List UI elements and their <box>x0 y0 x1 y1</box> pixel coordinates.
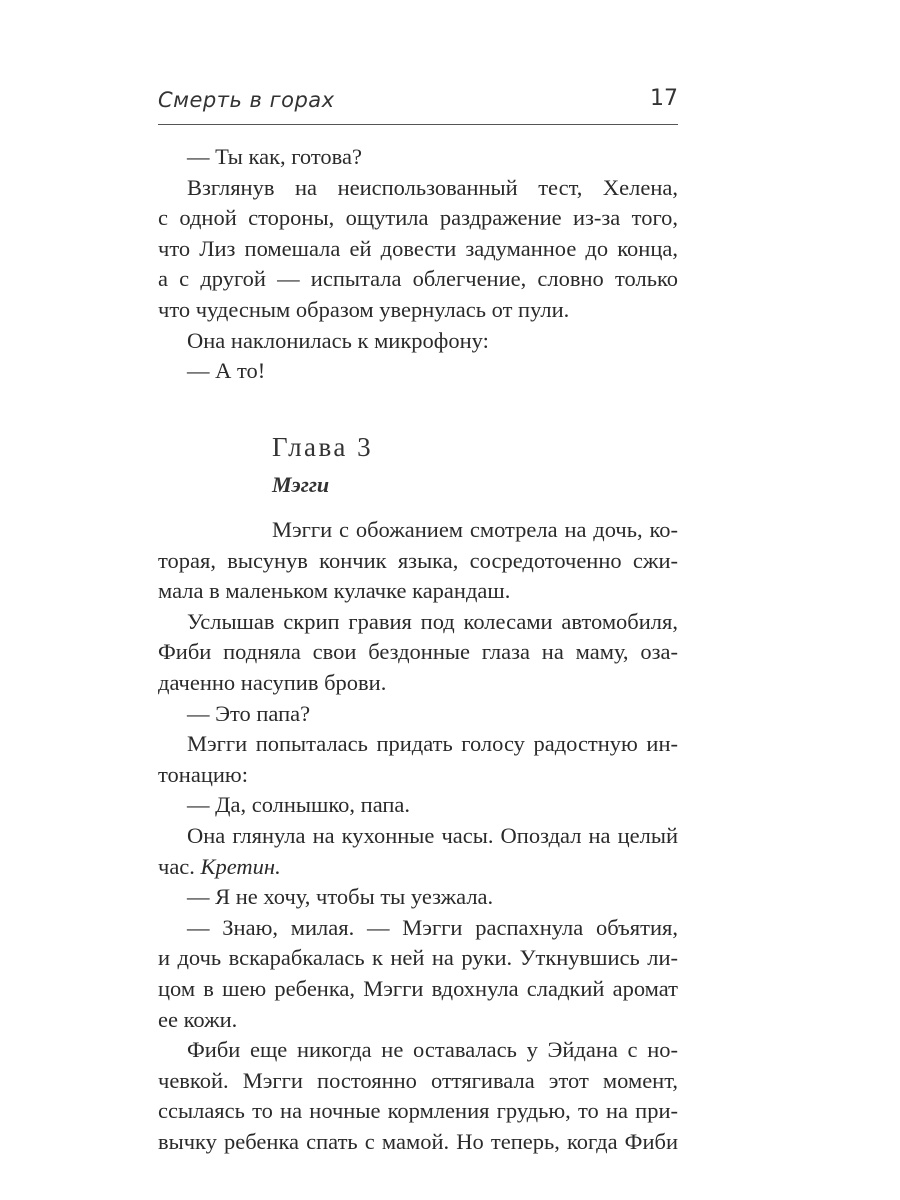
text-line <box>158 173 678 204</box>
text-line <box>158 913 678 944</box>
text-line <box>158 546 678 577</box>
text-line <box>158 1035 678 1066</box>
line-text: — Я не хочу, чтобы ты уезжала. <box>187 884 494 910</box>
text-line <box>158 203 678 234</box>
line-text: ее кожи. <box>158 1006 238 1032</box>
text-line <box>158 882 678 913</box>
line-text: мала в маленьком кулачке карандаш. <box>158 578 511 604</box>
text-line <box>158 760 678 791</box>
line-text: чевкой. Мэгги постоянно оттягивала этот момент, <box>158 1067 678 1093</box>
line-text: Она наклонилась к микрофону: <box>187 327 489 353</box>
chapter-title: Глава 3 <box>272 432 374 462</box>
text-line <box>158 142 678 173</box>
text-line <box>158 295 678 326</box>
line-text: Мэгги с обожанием смотрела на дочь, ко- <box>272 517 678 542</box>
line-text: и дочь вскарабкалась к ней на руки. Уткнувшись ли- <box>158 945 678 971</box>
line-text: Она глянула на кухонные часы. Опоздал на целый <box>187 822 678 848</box>
text-block-2 <box>158 515 678 1157</box>
line-text: Услышав скрип гравия под колесами автомобиля, <box>187 608 678 634</box>
line-text: — Знаю, милая. — Мэгги распахнула объятия, <box>187 914 678 940</box>
text-line <box>158 821 678 852</box>
text-line <box>158 515 678 546</box>
page-number: 17 <box>650 86 678 111</box>
text-line <box>158 729 678 760</box>
line-text: даченно насупив брови. <box>158 669 387 695</box>
text-line <box>158 699 678 730</box>
text-block-1 <box>158 142 678 387</box>
text-line <box>158 790 678 821</box>
italic-text: Кретин. <box>200 853 281 879</box>
line-text: цом в шею ребенка, Мэгги вдохнула сладкий аромат <box>158 975 678 1001</box>
line-text: — Ты как, готова? <box>187 144 362 169</box>
text-line <box>158 326 678 357</box>
line-text: вычку ребенка спать с мамой. Но теперь, когда Фиби <box>158 1128 678 1154</box>
text-line <box>158 1005 678 1036</box>
line-text: — Да, солнышко, папа. <box>187 792 411 818</box>
text-line <box>158 234 678 265</box>
text-line <box>158 576 678 607</box>
text-line <box>158 1096 678 1127</box>
line-text: а с другой — испытала облегчение, словно только <box>158 266 678 292</box>
line-text: Фиби подняла свои бездонные глаза на маму, оза- <box>158 639 678 665</box>
line-text: Фиби еще никогда не оставалась у Эйдана с но- <box>187 1037 678 1063</box>
line-text: с одной стороны, ощутила раздражение из-за того, <box>158 205 678 231</box>
chapter-subtitle: Мэгги <box>272 472 330 497</box>
line-text: Взглянув на неиспользованный тест, Хелена, <box>187 174 678 200</box>
line-text: тонацию: <box>158 761 248 787</box>
text-line <box>158 974 678 1005</box>
line-text: час. <box>158 853 195 879</box>
text-line <box>158 1066 678 1097</box>
text-line <box>158 668 678 699</box>
text-line <box>158 356 678 387</box>
line-text: торая, высунув кончик языка, сосредоточенно сжи- <box>158 547 678 573</box>
line-text: ссылаясь то на ночные кормления грудью, то на при- <box>158 1098 678 1124</box>
line-text: что Лиз помешала ей довести задуманное до конца, <box>158 235 678 261</box>
line-text: что чудесным образом увернулась от пули. <box>158 296 570 322</box>
text-line <box>158 264 678 295</box>
text-line <box>158 607 678 638</box>
text-line <box>158 637 678 668</box>
text-line <box>158 1127 678 1158</box>
text-line <box>158 943 678 974</box>
line-text: — Это папа? <box>187 700 311 726</box>
line-text: Мэгги попыталась придать голосу радостную ин- <box>187 731 678 757</box>
text-line <box>158 852 678 883</box>
running-header <box>158 88 678 125</box>
running-title: Смерть в горах <box>158 88 335 112</box>
line-text: — А то! <box>187 358 266 384</box>
